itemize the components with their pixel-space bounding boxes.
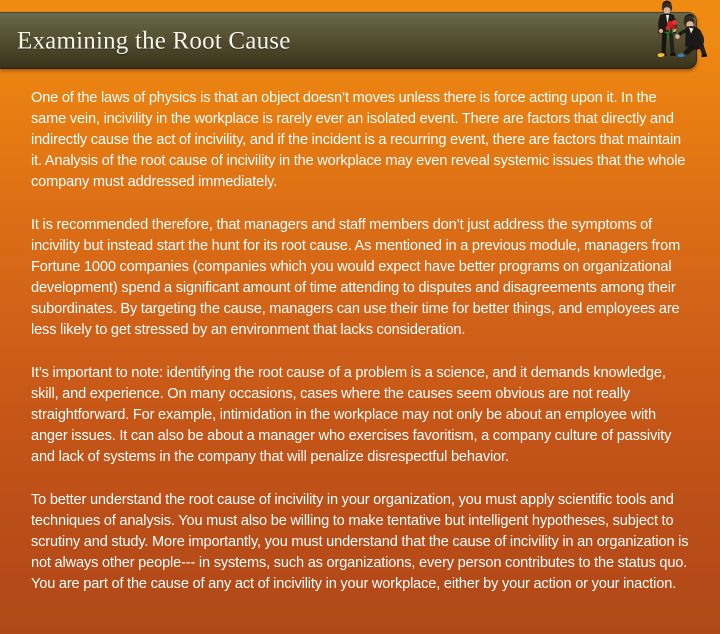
slide-title-bar [0, 12, 697, 69]
page-title: Examining the Root Cause [17, 27, 291, 54]
paragraph-2: It is recommended therefore, that managers and staff members don’t just address the symptoms of incivility but instead start the hunt for its root cause. As mentioned in a previous module, managers from Fortune 1000 companies (companies which you would expect have better programs on organizational development) spend a significant amount of time attending to disputes and disagreements among their subordinates. By targeting the cause, managers can use their time for better things, and employees are less likely to get stressed by an environment that lacks consideration. [31, 217, 681, 338]
two-business-people-with-flowers-icon [640, 0, 720, 68]
paragraph-3: It’s important to note: identifying the root cause of a problem is a science, and it demands knowledge, skill, and experience. On many occasions, cases where the causes seem obvious are not really straightforward. For example, intimidation in the workplace may not only be about an employee with anger issues. It can also be about a manager who exercises favoritism, a company culture of passivity and lack of systems in the company that will penalize disrespectful behavior. [31, 365, 672, 465]
paragraph-4: To better understand the root cause of incivility in your organization, you must apply scientific tools and techniques of analysis. You must also be willing to make tentative but intelligent hypotheses, subject to scrutiny and study. More importantly, you must understand that the cause of incivility in an organization is not always other people--- in systems, such as organizations, every person contributes to the status quo. You are part of the cause of any act of incivility in your workplace, either by your action or your inaction. [31, 492, 689, 592]
body-copy [31, 88, 691, 595]
paragraph-1: One of the laws of physics is that an object doesn’t moves unless there is force acting upon it. In the same vein, incivility in the workplace is rarely ever an isolated event. There are factors that directly and indirectly cause the act of incivility, and if the incident is a recurring event, there are factors that maintain it. Analysis of the root cause of incivility in the workplace may even reveal systemic issues that the whole company must addressed immediately. [31, 90, 686, 190]
